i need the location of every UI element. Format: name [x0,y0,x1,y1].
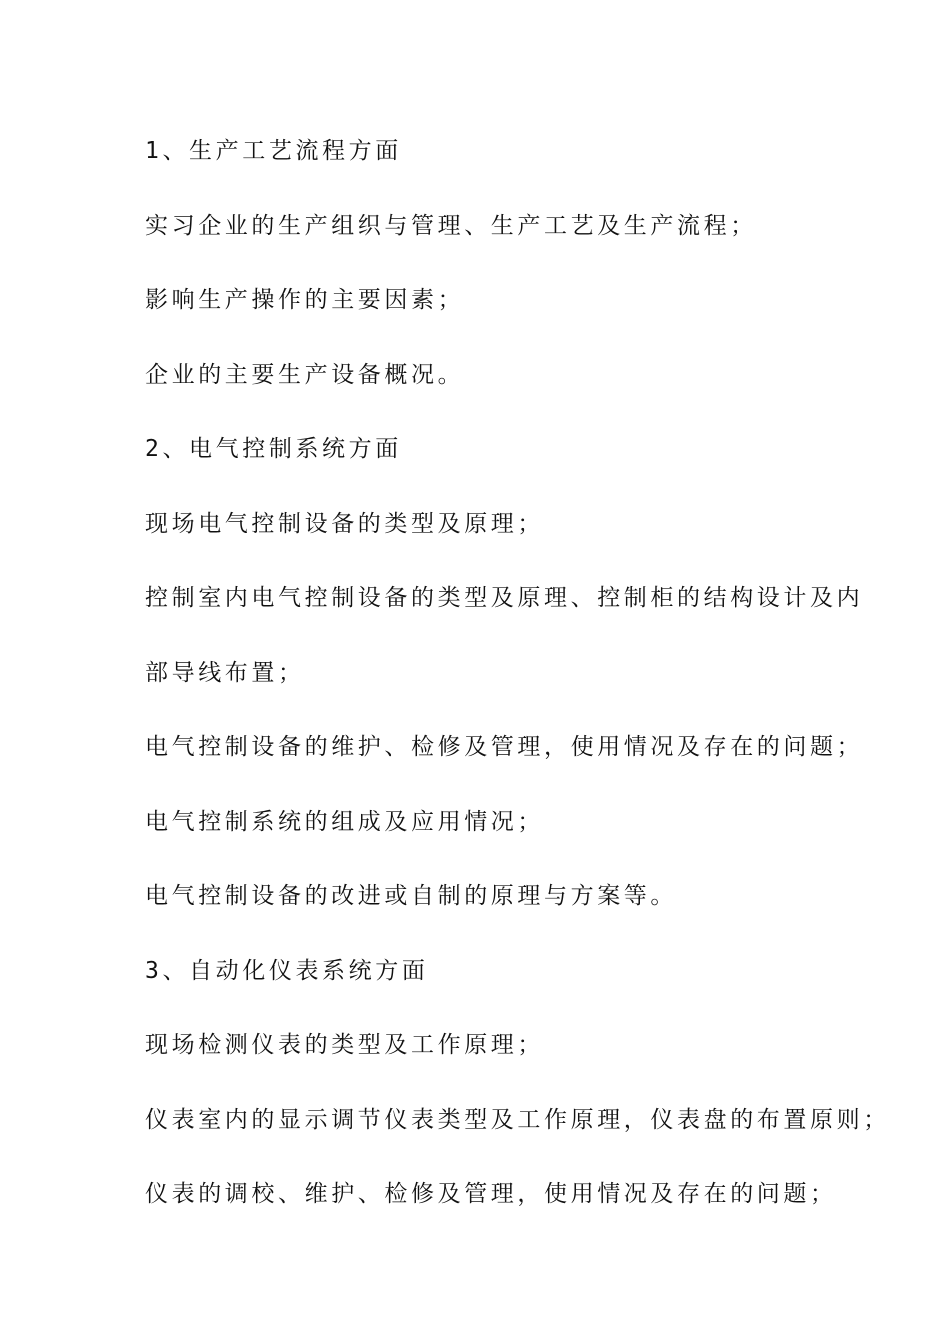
paragraph-line: 电气控制系统的组成及应用情况； [145,808,544,835]
paragraph-line: 影响生产操作的主要因素； [145,287,465,313]
section-heading-2: 2、电气控制系统方面 [145,436,402,462]
paragraph-line: 实习企业的生产组织与管理、生产工艺及生产流程； [145,212,757,239]
paragraph-line: 控制室内电气控制设备的类型及原理、控制柜的结构设计及内 [145,585,864,611]
paragraph-line: 部导线布置； [145,659,305,686]
paragraph-line: 现场检测仪表的类型及工作原理； [145,1032,544,1058]
paragraph-line: 企业的主要生产设备概况。 [145,361,465,388]
paragraph-line: 电气控制设备的改进或自制的原理与方案等。 [145,883,677,909]
paragraph-line: 仪表的调校、维护、检修及管理，使用情况及存在的问题； [145,1181,837,1207]
paragraph-line: 电气控制设备的维护、检修及管理，使用情况及存在的问题； [145,734,864,760]
document-body [145,131,890,1249]
paragraph-line: 现场电气控制设备的类型及原理； [145,510,544,537]
paragraph-line: 仪表室内的显示调节仪表类型及工作原理，仪表盘的布置原则； [145,1106,890,1133]
section-heading-3: 3、自动化仪表系统方面 [145,957,429,984]
section-heading-1: 1、生产工艺流程方面 [145,138,402,164]
